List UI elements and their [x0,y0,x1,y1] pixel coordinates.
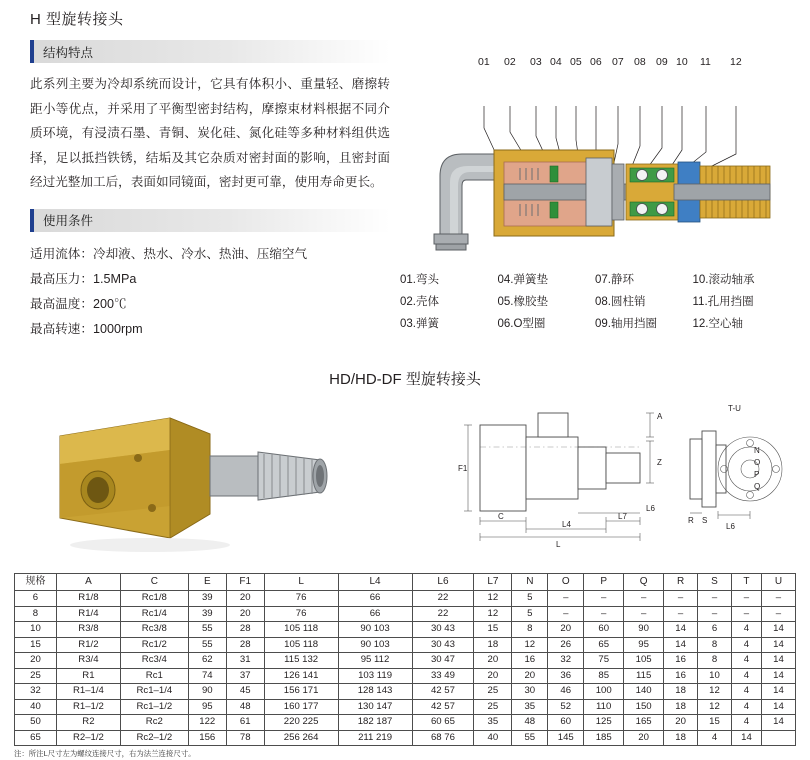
section-header-conditions [30,209,390,232]
cell: 30 43 [412,637,474,653]
cell: 4 [731,684,761,700]
cell: R3/8 [56,622,120,638]
cell: 125 [584,715,624,731]
cell: 20 [512,668,548,684]
table-row [15,653,796,669]
cell: 32 [15,684,57,700]
cell: 14 [761,653,795,669]
cell: 85 [584,668,624,684]
page-title: H 型旋转接头 [30,11,124,28]
legend-item: 01.弯头 [400,274,439,286]
table-row [15,715,796,731]
cell: 18 [474,637,512,653]
col-header: Q [624,574,664,591]
cell: 4 [731,622,761,638]
col-header: S [698,574,732,591]
cell: 8 [512,622,548,638]
cell: 61 [226,715,264,731]
cell: 90 [188,684,226,700]
table-row [15,591,796,607]
left-column [30,40,390,342]
cell: 14 [761,668,795,684]
cell: 105 118 [264,637,338,653]
cell: – [698,591,732,607]
cell: 62 [188,653,226,669]
col-header: O [548,574,584,591]
cell: 20 [226,591,264,607]
cell: 55 [512,730,548,746]
cell: 95 [624,637,664,653]
accent-bar [30,209,34,232]
col-header: A [56,574,120,591]
cell: 14 [761,699,795,715]
col-header: L4 [338,574,412,591]
cell: 76 [264,606,338,622]
callout-09: 09 [656,56,668,68]
cell: Rc1/2 [120,637,188,653]
callout-10: 10 [676,56,688,68]
svg-text:F1: F1 [458,464,468,473]
cell: 39 [188,606,226,622]
cell: 20 [548,622,584,638]
cell: Rc2–1/2 [120,730,188,746]
cell: 6 [698,622,732,638]
table-row [15,622,796,638]
cell: 50 [15,715,57,731]
svg-text:L: L [556,540,561,549]
cell: 46 [548,684,584,700]
cell: 14 [761,622,795,638]
table-header-row [15,574,796,591]
cell: 18 [664,684,698,700]
cell: R1/2 [56,637,120,653]
cell: – [664,591,698,607]
cell: 36 [548,668,584,684]
cell: – [584,591,624,607]
svg-text:S: S [702,516,708,525]
cell: – [548,606,584,622]
cell: 52 [548,699,584,715]
col-header: 规格 [15,574,57,591]
cell: 156 171 [264,684,338,700]
cell: 14 [761,684,795,700]
cell: 14 [731,730,761,746]
structure-body-text: 此系列主要为冷却系统而设计，它具有体积小、重量轻、磨擦转距小等优点，并采用了平衡型密封结构，摩擦束材料根据不同介质环境，有浸渍石墨、青铜、炭化硅、氮化硅等多种材料组供选择，足以抵挡铁锈，结垢及其它杂质对密封面的影响，且密封面经过光整加工后，表面如同镜面，密封更可靠，使用寿命更长。 [30,77,390,190]
cell: 32 [548,653,584,669]
legend-item: 11.孔用挡圈 [692,295,754,308]
svg-text:N: N [754,446,760,455]
cell: 103 119 [338,668,412,684]
svg-text:O: O [754,458,761,467]
cell: 145 [548,730,584,746]
cell: 105 118 [264,622,338,638]
col-header: U [761,574,795,591]
section-title-structure: 结构特点 [43,45,94,60]
cell: 10 [15,622,57,638]
cell: 55 [188,622,226,638]
legend-item: 05.橡胶垫 [497,295,548,308]
cell: 15 [15,637,57,653]
cell: 128 143 [338,684,412,700]
cutaway-assembly-diagram [400,106,790,256]
cell: – [761,606,795,622]
cell: 126 141 [264,668,338,684]
col-header: F1 [226,574,264,591]
cell: 5 [512,606,548,622]
cell: 60 [584,622,624,638]
cell: 15 [474,622,512,638]
cell: 140 [624,684,664,700]
cell: 20 [624,730,664,746]
table-row [15,637,796,653]
cell: – [731,591,761,607]
cell: 48 [226,699,264,715]
cell: 165 [624,715,664,731]
svg-text:L4: L4 [562,520,571,529]
col-header: C [120,574,188,591]
cell: 40 [474,730,512,746]
legend-item: 10.滚动轴承 [692,274,755,286]
legend-row [400,270,790,292]
cell: 12 [512,637,548,653]
cell: 22 [412,606,474,622]
svg-text:L7: L7 [618,512,627,521]
cell: Rc1–1/2 [120,699,188,715]
cell: 122 [188,715,226,731]
cell: 14 [664,622,698,638]
legend-item: 12.空心轴 [692,317,743,330]
cell: 105 [624,653,664,669]
cell: 66 [338,606,412,622]
cell: R1–1/4 [56,684,120,700]
cell: 22 [412,591,474,607]
callout-numbers [400,42,790,106]
cell: 4 [731,653,761,669]
callout-05: 05 [570,56,582,68]
cell: – [761,591,795,607]
cell: 45 [226,684,264,700]
cell: 12 [474,606,512,622]
cell: 16 [664,653,698,669]
cell: 150 [624,699,664,715]
cell: 25 [474,699,512,715]
cell: Rc1–1/4 [120,684,188,700]
svg-text:C: C [498,512,504,521]
cell: R2–1/2 [56,730,120,746]
table-body [15,591,796,746]
cell: Rc1/8 [120,591,188,607]
svg-text:R: R [688,516,694,525]
cell: 20 [15,653,57,669]
section-title-hd: HD/HD-DF 型旋转接头 [329,371,481,388]
legend-item: 03.弹簧 [400,317,439,330]
cell: 12 [474,591,512,607]
legend-item: 04.弹簧垫 [497,274,548,286]
cell: 4 [698,730,732,746]
callout-01: 01 [478,56,490,68]
cell: 37 [226,668,264,684]
cell: Rc1 [120,668,188,684]
callout-11: 11 [700,56,711,68]
cell: 40 [15,699,57,715]
cell: 95 112 [338,653,412,669]
cell: 25 [474,684,512,700]
list-item: 最高温度：200℃ [30,297,127,312]
table-row [15,606,796,622]
table-row [15,699,796,715]
list-item: 最高转速：1000rpm [30,322,143,337]
cell: 30 47 [412,653,474,669]
cell: 35 [512,699,548,715]
list-item: 适用流体：冷却液、热水、冷水、热油、压缩空气 [30,246,308,261]
cell: 42 57 [412,684,474,700]
cell: 12 [698,684,732,700]
cell: 14 [761,715,795,731]
cell: R2 [56,715,120,731]
cell: Rc3/4 [120,653,188,669]
accent-bar [30,40,34,63]
cell: 33 49 [412,668,474,684]
conditions-list [30,242,390,343]
cell: 60 65 [412,715,474,731]
cell: R1 [56,668,120,684]
right-column [400,42,790,336]
cell: 90 103 [338,637,412,653]
cell: 8 [15,606,57,622]
cell: 14 [761,637,795,653]
cell: 66 [338,591,412,607]
cell: R1/4 [56,606,120,622]
table-row [15,730,796,746]
cell: 256 264 [264,730,338,746]
cell: – [548,591,584,607]
cell: R1–1/2 [56,699,120,715]
legend-row [400,314,790,336]
spec-table [14,573,796,746]
svg-text:Z: Z [657,458,662,467]
cell: 4 [731,637,761,653]
cell: 115 [624,668,664,684]
svg-text:L6: L6 [726,522,735,531]
section-header-structure [30,40,390,63]
legend-item: 07.静环 [595,274,634,286]
cell: 35 [474,715,512,731]
cell: 65 [15,730,57,746]
cell: 100 [584,684,624,700]
callout-07: 07 [612,56,624,68]
cell: 5 [512,591,548,607]
list-item: 最高压力：1.5MPa [30,271,137,286]
cell: 115 132 [264,653,338,669]
table-note: 注：所注L尺寸左为螺纹连接尺寸，右为法兰连接尺寸。 [14,749,196,758]
cell: Rc2 [120,715,188,731]
callout-06: 06 [590,56,602,68]
callout-03: 03 [530,56,542,68]
cell: 28 [226,622,264,638]
cell: 48 [512,715,548,731]
spec-table-wrapper [14,573,796,760]
cell: 6 [15,591,57,607]
cell: 18 [664,699,698,715]
cell: 78 [226,730,264,746]
col-header: L6 [412,574,474,591]
col-header: R [664,574,698,591]
cell: 76 [264,591,338,607]
cell: 4 [731,699,761,715]
svg-text:P: P [754,470,760,479]
cell: – [731,606,761,622]
col-header: T [731,574,761,591]
cell: 20 [474,668,512,684]
legend-item: 09.轴用挡圈 [595,317,657,330]
cell: 12 [698,699,732,715]
cell: 110 [584,699,624,715]
dimension-drawings [450,395,795,565]
cell: Rc1/4 [120,606,188,622]
cell: – [624,606,664,622]
cell: 211 219 [338,730,412,746]
cell: 26 [548,637,584,653]
cell: 20 [474,653,512,669]
legend-item: 06.O型圈 [497,317,546,330]
cell: 160 177 [264,699,338,715]
cell: 95 [188,699,226,715]
cell: R1/8 [56,591,120,607]
cell: R3/4 [56,653,120,669]
cell: 156 [188,730,226,746]
cell: 30 43 [412,622,474,638]
cell: 15 [698,715,732,731]
legend-list [400,270,790,336]
legend-item: 08.圆柱销 [595,295,646,308]
cell: Rc3/8 [120,622,188,638]
cell: 30 [512,684,548,700]
cell: 42 57 [412,699,474,715]
callout-12: 12 [730,56,742,68]
col-header: P [584,574,624,591]
svg-text:A: A [657,412,663,421]
col-header: L [264,574,338,591]
cell: – [584,606,624,622]
svg-text:T-U: T-U [728,404,741,413]
cell: 8 [698,637,732,653]
cell: 20 [664,715,698,731]
cell: 18 [664,730,698,746]
cell: 20 [226,606,264,622]
cell: 220 225 [264,715,338,731]
svg-text:Q: Q [754,482,761,491]
cell: 28 [226,637,264,653]
section-title-conditions: 使用条件 [43,214,94,229]
cell: 55 [188,637,226,653]
cell: 16 [512,653,548,669]
legend-row [400,292,790,314]
cell: 31 [226,653,264,669]
table-row [15,684,796,700]
callout-08: 08 [634,56,646,68]
cell [761,730,795,746]
cell: 75 [584,653,624,669]
product-photo [20,390,440,565]
cell: 65 [584,637,624,653]
cell: – [664,606,698,622]
cell: 39 [188,591,226,607]
cell: 10 [698,668,732,684]
cell: 68 76 [412,730,474,746]
cell: 25 [15,668,57,684]
cell: 90 103 [338,622,412,638]
cell: 74 [188,668,226,684]
cell: 185 [584,730,624,746]
cell: 4 [731,715,761,731]
cell: 14 [664,637,698,653]
col-header: L7 [474,574,512,591]
cell: 4 [731,668,761,684]
svg-text:L6: L6 [646,504,655,513]
cell: 130 147 [338,699,412,715]
cell: – [624,591,664,607]
col-header: N [512,574,548,591]
cell: 8 [698,653,732,669]
callout-02: 02 [504,56,516,68]
legend-item: 02.壳体 [400,295,439,308]
cell: 60 [548,715,584,731]
cell: 182 187 [338,715,412,731]
cell: 90 [624,622,664,638]
cell: – [698,606,732,622]
col-header: E [188,574,226,591]
table-row [15,668,796,684]
cell: 16 [664,668,698,684]
callout-04: 04 [550,56,562,68]
